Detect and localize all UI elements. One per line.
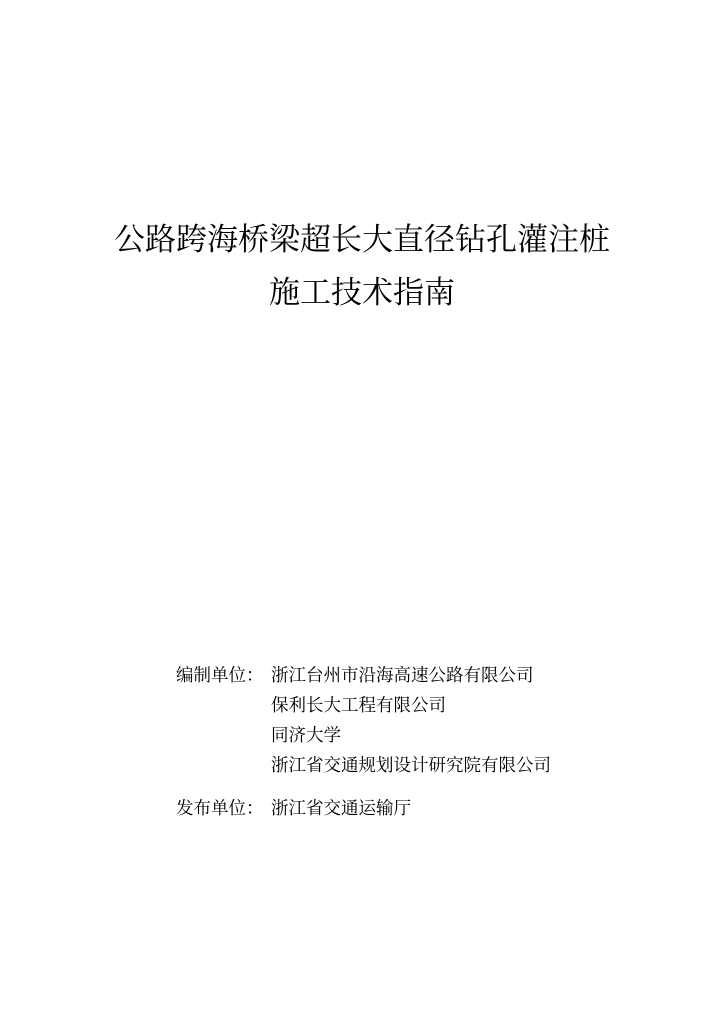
- published-by-unit: 浙江省交通运输厅: [271, 799, 411, 819]
- compiled-by-unit: 同济大学: [271, 726, 341, 746]
- compiled-by-units: [271, 664, 551, 784]
- compiled-by-unit: 浙江省交通规划设计研究院有限公司: [271, 756, 551, 776]
- compiled-by-unit: 保利长大工程有限公司: [271, 696, 446, 716]
- compiled-by-label: 编制单位：: [176, 666, 264, 686]
- published-by-units: [271, 797, 411, 827]
- compiled-by-unit: 浙江台州市沿海高速公路有限公司: [271, 666, 534, 686]
- published-by-label: 发布单位：: [176, 799, 264, 819]
- document-title-line-2: 施工技术指南: [269, 275, 455, 311]
- document-title-line-1: 公路跨海桥梁超长大直径钻孔灌注桩: [114, 222, 610, 258]
